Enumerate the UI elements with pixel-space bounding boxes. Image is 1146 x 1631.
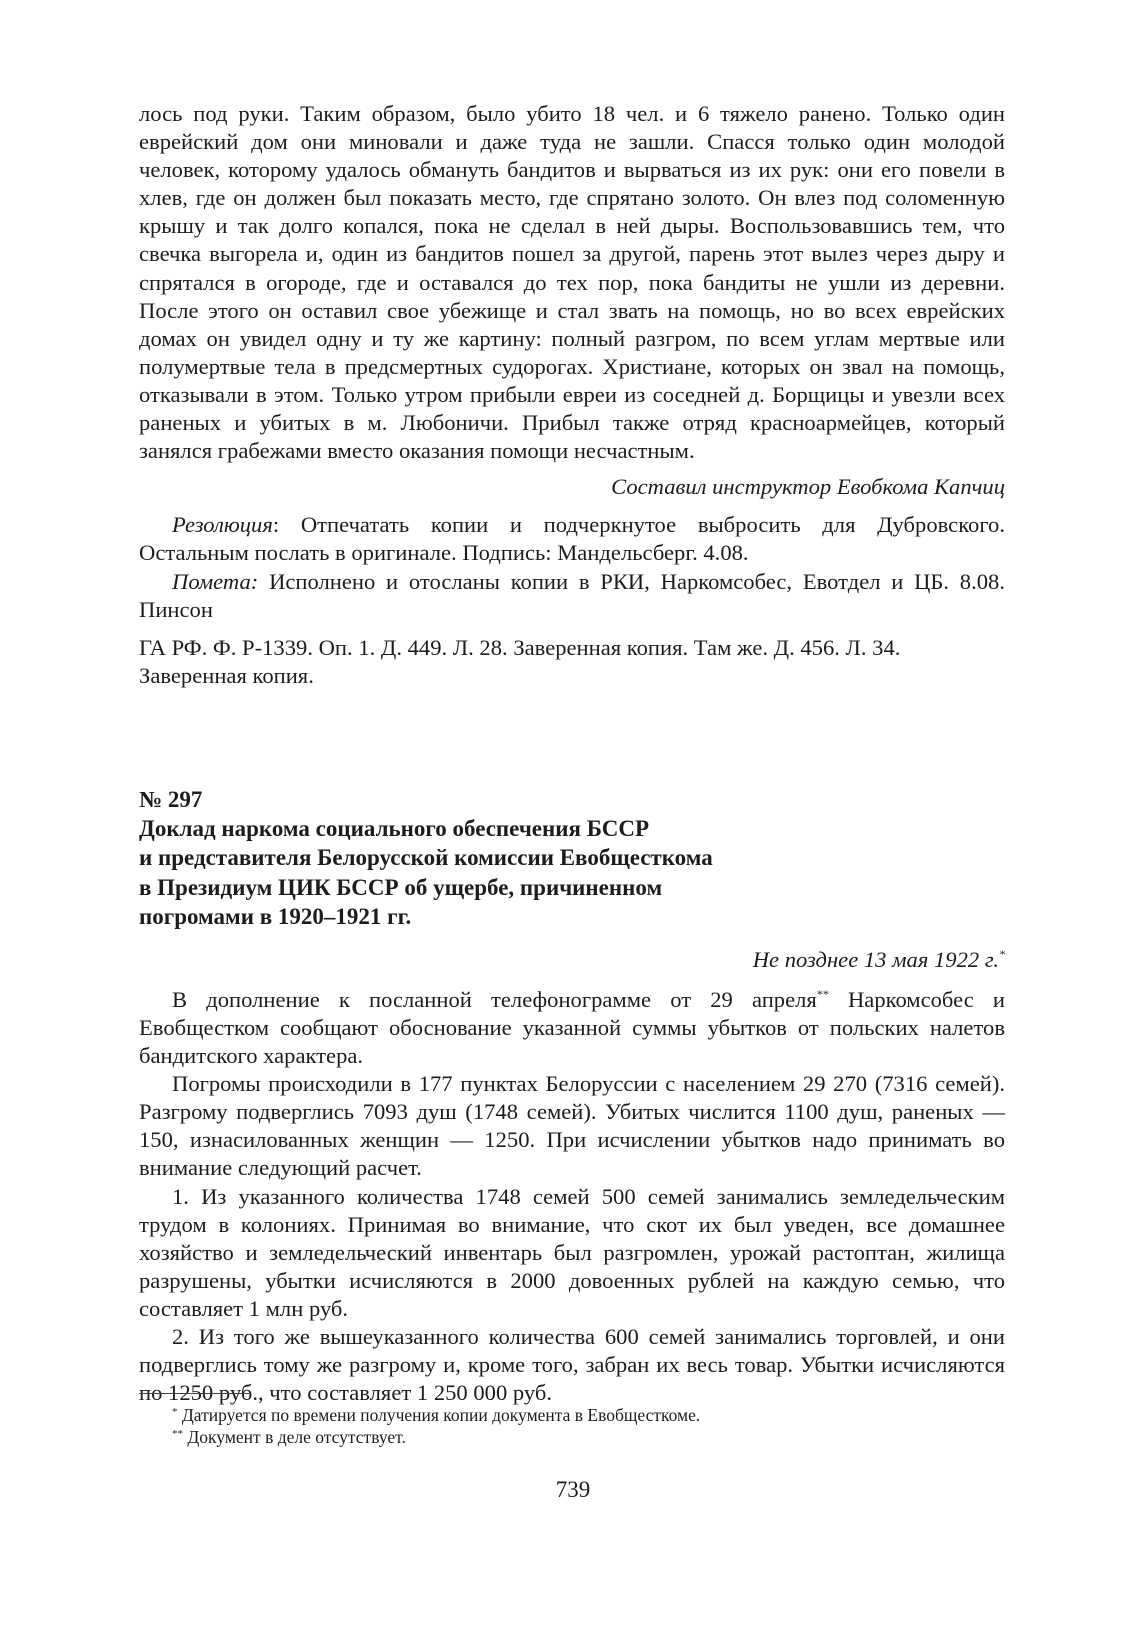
- footnote-text: Датируется по времени получения копии документа в Евобщесткоме.: [177, 1405, 701, 1425]
- document-title-line: и представителя Белорусской комиссии Евобщесткома: [139, 845, 713, 871]
- resolution-text: : Отпечатать копии и подчеркнутое выбросить для Дубровского. Остальным послать в оригинале. Подпись: Мандельсберг. 4.08.: [139, 512, 1005, 566]
- footnote: [172, 1404, 1005, 1426]
- paragraph-1: [139, 986, 1005, 1070]
- paragraph-4: 2. Из того же вышеуказанного количества 600 семей занимались торговлей, и они подверглись тому же разгрому и, кроме того, забран их весь товар. Убытки исчисляются по 1250 руб., что составляет 1 250 000 руб.: [139, 1324, 1005, 1406]
- paragraph-1-text-a: В дополнение к посланной телефонограмме от 29 апреля: [172, 986, 817, 1012]
- document-date-text: Не позднее 13 мая 1922 г.: [752, 946, 999, 972]
- footnote-mark: **: [172, 1428, 183, 1440]
- footnote-ref: *: [999, 946, 1005, 961]
- footnote-text: Документ в деле отсутствует.: [183, 1427, 406, 1447]
- prev-doc-source: ГА РФ. Ф. Р-1339. Оп. 1. Д. 449. Л. 28. Заверенная копия. Там же. Д. 456. Л. 34. Заверенная копия.: [139, 634, 901, 688]
- page-content: [139, 100, 1005, 1407]
- document-title: [139, 814, 1005, 932]
- note-label: Помета:: [172, 568, 259, 594]
- page-number: 739: [555, 1477, 591, 1502]
- prev-doc-resolution: [139, 511, 1005, 567]
- prev-doc-signature: Составил инструктор Евобкома Капчиц: [611, 474, 1005, 500]
- note-text: Исполнено и отосланы копии в РКИ, Наркомсобес, Евотдел и ЦБ. 8.08. Пинсон: [139, 568, 1005, 622]
- prev-doc-note: [139, 568, 1005, 624]
- resolution-label: Резолюция: [172, 512, 273, 538]
- document-title-line: в Президиум ЦИК БССР об ущербе, причиненном: [139, 874, 663, 900]
- prev-doc-body: лось под руки. Таким образом, было убито 18 чел. и 6 тяжело ранено. Только один еврейский дом они миновали и даже туда не зашли. Спасся только один молодой человек, которому удалось обмануть бандитов и вырваться из их рук: они его повели в хлев, где он должен был показать место, где спрятано золото. Он влез под соломенную крышу и так долго копался, пока не сделал в ней дыры. Воспользовавшись тем, что свечка выгорела и, один из бандитов пошел за другой, парень этот вылез через дыру и спрятался в огороде, где и оставался до тех пор, пока бандиты не ушли из деревни. После этого он оставил свое убежище и стал звать на помощь, но во всех еврейских домах он увидел одну и ту же картину: полный разгром, по всем углам мертвые или полумертвые тела в предсмертных судорогах. Христиане, которых он звал на помощь, отказывали в этом. Только утром прибыли евреи из соседней д. Борщицы и увезли всех раненых и убитых в м. Любоничи. Прибыл также отряд красноармейцев, который занялся грабежами вместо оказания помощи несчастным.: [139, 101, 1005, 464]
- footnote: [172, 1426, 1005, 1448]
- document-title-line: погромами в 1920–1921 гг.: [139, 904, 412, 930]
- footnotes: [139, 1393, 1005, 1448]
- document-number: № 297: [139, 786, 203, 812]
- paragraph-2: Погромы происходили в 177 пунктах Белоруссии с населением 29 270 (7316 семей). Разгрому подверглись 7093 душ (1748 семей). Убитых числится 1100 душ, раненых — 150, изнасилованных женщин — 1250. При исчислении убытков надо принимать во внимание следующий расчет.: [139, 1071, 1005, 1181]
- footnote-mark: *: [172, 1406, 178, 1418]
- footnote-divider: [139, 1393, 249, 1394]
- paragraph-3: 1. Из указанного количества 1748 семей 500 семей занимались земледельческим трудом в колониях. Принимая во внимание, что скот их был уведен, все домашнее хозяйство и земледельческий инвентарь был разгромлен, урожай растоптан, жилища разрушены, убытки исчисляются в 2000 довоенных рублей на каждую семью, что составляет 1 млн руб.: [139, 1183, 1005, 1321]
- footnote-ref: **: [816, 986, 829, 1001]
- document-date: [139, 946, 1005, 974]
- paragraph-1-text-b: Наркомсобес и Евобщестком сообщают обоснование указанной суммы убытков от польских налетов бандитского характера.: [139, 986, 1005, 1069]
- document-title-line: Доклад наркома социального обеспечения БССР: [139, 815, 650, 841]
